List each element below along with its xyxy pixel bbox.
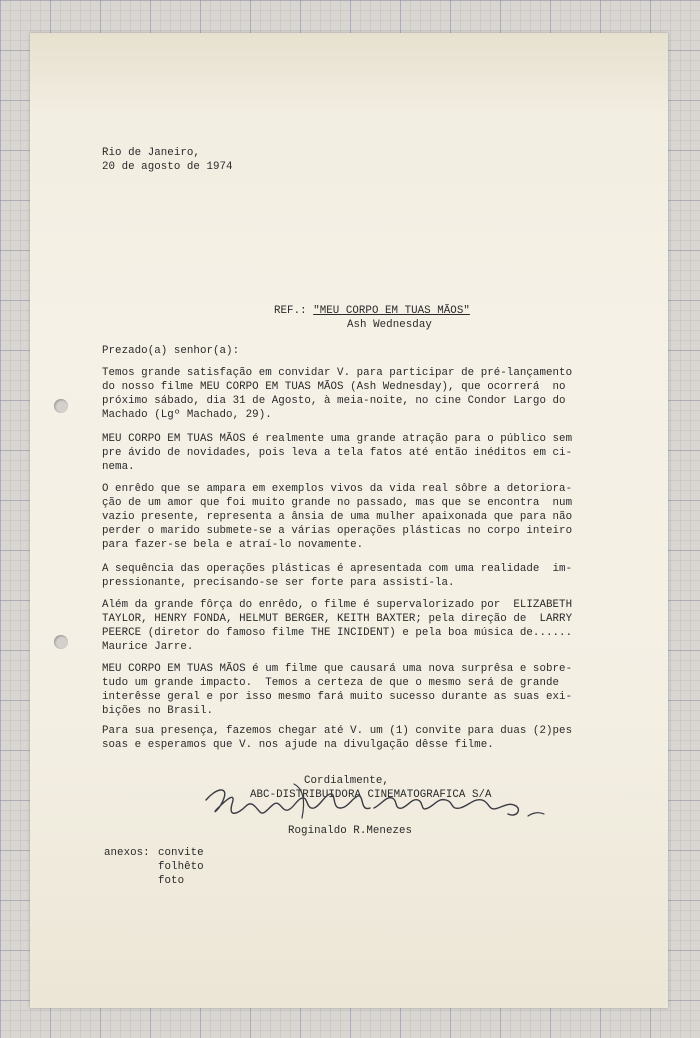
signer-name: Roginaldo R.Menezes: [288, 825, 413, 837]
paragraph-attraction: MEU CORPO EM TUAS MÃOS é realmente uma grande atração para o público sem pre ávido de novidades, pois leva a tela fatos até então inéditos em ci- nema.: [102, 433, 573, 473]
closing: Cordialmente,: [304, 775, 389, 787]
paragraph-invitation: Temos grande satisfação em convidar V. para participar de pré-lançamento do nosso filme MEU CORPO EM TUAS MÃOS (Ash Wednesday), que ocorrerá no próximo sábado, dia 31 de Agosto, à meia-noite, no cine Condor Largo do Machado (Lgº Machado, 29).: [102, 367, 573, 421]
annex-list: [158, 846, 204, 888]
punch-hole-top: [54, 399, 68, 413]
letter-place: Rio de Janeiro,: [102, 147, 200, 159]
ref-line: [274, 304, 470, 318]
letter-date: 20 de agosto de 1974: [102, 161, 233, 173]
annex-item: folhêto: [158, 861, 204, 873]
paragraph-cast: Além da grande fôrça do enrêdo, o filme é supervalorizado por ELIZABETH TAYLOR, HENRY FONDA, HELMUT BERGER, KEITH BAXTER; pela direção de LARRY PEERCE (diretor do famoso filme THE INCIDENT) e pela boa música de...... Maurice Jarre.: [102, 599, 573, 653]
annex-label: anexos:: [104, 847, 150, 859]
paragraph-impact: MEU CORPO EM TUAS MÃOS é um filme que causará uma nova surprêsa e sobre- tudo um grande impacto. Temos a certeza de que o mesmo será de grande interêsse geral e por isso mesmo fará muito sucesso durante as suas exi- bições no Brasil.: [102, 663, 573, 717]
annex-item: convite: [158, 847, 204, 859]
company-name: ABC-DISTRIBUIDORA CINEMATOGRAFICA S/A: [250, 789, 492, 801]
ref-prefix: REF.:: [274, 305, 314, 317]
paragraph-surgery: A sequência das operações plásticas é apresentada com uma realidade im- pressionante, precisando-se ser forte para assistí-la.: [102, 563, 573, 589]
punch-hole-bottom: [54, 635, 68, 649]
paragraph-plot: O enrêdo que se ampara em exemplos vivos da vida real sôbre a detoriora- ção de um amor que foi muito grande no passado, mas que se encontra num vazio presente, representa a ânsia de uma mulher apaixonada que para não perder o marido submete-se a várias operações plásticas no corpo inteiro para fazer-se bela e atraí-lo novamente.: [102, 483, 573, 551]
salutation: Prezado(a) senhor(a):: [102, 345, 240, 357]
paragraph-presence: Para sua presença, fazemos chegar até V. um (1) convite para duas (2)pes soas e esperamos que V. nos ajude na divulgação dêsse filme.: [102, 725, 573, 751]
annex-item: foto: [158, 875, 185, 887]
ref-subtitle: Ash Wednesday: [347, 319, 432, 331]
ref-title: "MEU CORPO EM TUAS MÃOS": [313, 305, 470, 317]
